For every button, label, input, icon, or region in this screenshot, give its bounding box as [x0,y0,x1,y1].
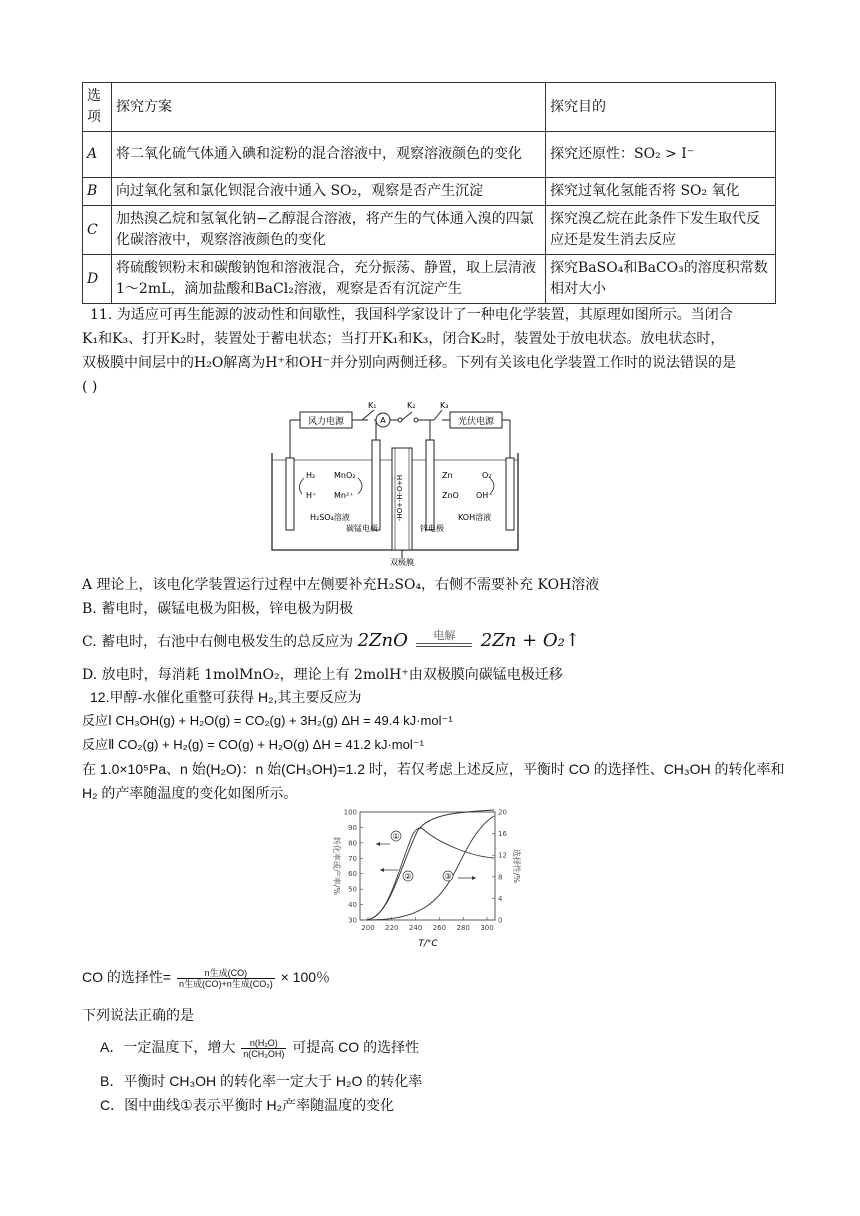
k1-label: K₁ [368,401,377,410]
opt-a-denominator: n(CH₃OH) [243,1048,285,1059]
row-option: D [83,255,112,304]
opt-a-numerator: n(H₂O) [241,1038,286,1049]
right-tick-label: 8 [498,873,503,882]
ammeter-label: A [380,416,386,425]
right-tick-label: 0 [498,916,503,925]
x-tick-label: 240 [408,924,423,932]
experiment-table [82,82,776,304]
bipolar-membrane-label: 双极膜 [390,558,414,566]
left-axis-label: 转化率或产率/% [332,836,341,896]
q12-line1: 12.甲醇-水催化重整可获得 H₂,其主要反应为 [90,689,362,705]
row-scheme: 加热溴乙烷和氢氧化钠−乙醇混合溶液，将产生的气体通入溴的四氯化碳溶液中，观察溶液颜色的变化 [112,206,546,255]
row-scheme: 将硫酸钡粉末和碳酸钠饱和溶液混合，充分振荡、静置，取上层清液 1～2mL，滴加盐酸和BaCl₂溶液，观察是否有沉淀产生 [112,255,546,304]
table-row [83,178,776,206]
left-tick-label: 40 [348,901,357,910]
q12-option-b: B．平衡时 CH₃OH 的转化率一定大于 H₂O 的转化率 [100,1073,423,1089]
q11-option-d: D. 放电时，每消耗 1molMnO₂，理论上有 2molH⁺由双极膜向碳锰电极迁移 [82,667,563,683]
q11-option-b: B. 蓄电时，碳锰电极为阳极，锌电极为阴极 [82,601,354,617]
curve-1-label: ① [392,832,400,841]
curve-1 [366,828,494,920]
oh-label: OH⁻ [476,491,493,500]
x-tick-label: 200 [361,924,375,932]
q12-ask: 下列说法正确的是 [82,1007,194,1023]
o2-label: O₂ [482,471,492,480]
sel-suffix: × 100％ [280,969,331,985]
q12-reaction2: 反应Ⅱ CO₂(g) + H₂(g) = CO(g) + H₂O(g) ΔH = 41.2 kJ·mol⁻¹ [82,737,424,752]
left-tick-label: 50 [348,885,357,894]
q12-option-c: C．图中曲线①表示平衡时 H₂产率随温度的变化 [100,1097,395,1113]
zn-electrode-label: 锌电极 [420,524,444,533]
x-tick-label: 220 [385,924,399,932]
row-option: A [83,132,112,178]
row-goal: 探究溴乙烷在此条件下发生取代反应还是发生消去反应 [546,206,776,255]
opt-a-suffix: 可提高 CO 的选择性 [292,1039,420,1055]
h2-label: H₂ [306,471,316,480]
row-option: B [83,178,112,206]
q11-line4: ( ) [82,379,98,395]
right-tick-label: 4 [498,894,503,903]
right-axis [492,809,507,925]
opt-a-fraction [241,1038,286,1059]
row-scheme: 向过氧化氢和氯化钡混合液中通入 SO₂，观察是否产生沉淀 [112,178,546,206]
q11-line1: 11. 为适应可再生能源的波动性和间歇性，我国科学家设计了一种电化学装置，其原理如图所示。当闭合 [90,307,733,323]
header-goal: 探究目的 [546,83,776,132]
row-option: C [83,206,112,255]
zn-label: Zn [442,471,453,480]
curve-3-label: ③ [444,872,452,881]
hplus-label: H⁺ [306,491,317,500]
left-tick-label: 60 [348,870,357,879]
membrane-text: -HO+-H-O+H [396,474,404,522]
co-selectivity-formula [82,966,782,989]
header-scheme: 探究方案 [112,83,546,132]
right-tick-label: 16 [498,830,507,839]
eq-right: 2Zn + O₂↑ [480,630,580,651]
eq-condition: 电解 [433,628,456,642]
row-scheme: 将二氧化硫气体通入碘和淀粉的混合溶液中，观察溶液颜色的变化 [112,132,546,178]
right-tick-label: 12 [498,851,507,860]
equilibrium-chart [318,806,528,952]
left-tick-label: 30 [348,916,357,925]
table-header-row [83,83,776,132]
k2-label: K₂ [407,401,416,410]
x-axis-label: T/°C [418,939,438,949]
x-tick-label: 260 [432,924,447,932]
plot-frame [360,812,495,920]
electrochem-diagram [262,398,530,566]
row-goal: 探究还原性：SO₂ > I⁻ [546,132,776,178]
left-tick-label: 90 [348,823,357,832]
sel-fraction [177,968,275,989]
q11-line3: 双极膜中间层中的H₂O解离为H⁺和OH⁻并分别向两侧迁移。下列有关该电化学装置工作时的说法错误的是 [82,355,736,371]
x-tick-label: 300 [480,924,494,932]
opt-a-prefix: A．一定温度下，增大 [100,1039,236,1055]
table-row [83,206,776,255]
right-axis-label: 选择性/% [512,848,521,884]
mn2-label: Mn²⁺ [334,491,354,500]
q12-option-a [100,1036,800,1059]
table-row [83,255,776,304]
cmn-electrode-label: 碳锰电极 [346,524,378,533]
right-tick-label: 20 [498,808,507,817]
solar-power-label: 光伏电源 [457,417,495,427]
row-goal: 探究BaSO₄和BaCO₃的溶度积常数相对大小 [546,255,776,304]
q11-line2: K₁和K₃、打开K₂时，装置处于蓄电状态；当打开K₁和K₃，闭合K₂时，装置处于放电状态。放电状态时， [82,331,725,347]
left-tick-label: 100 [343,808,357,817]
koh-label: KOH溶液 [458,513,492,522]
q11-option-a: A 理论上，该电化学装置运行过程中左侧要补充H₂SO₄，右侧不需要补充 KOH溶液 [82,577,600,593]
eq-left: 2ZnO [357,630,408,651]
curve-2-label: ② [404,872,412,881]
left-tick-label: 80 [348,839,357,848]
left-tick-label: 70 [348,854,357,863]
q12-condition-line1: 在 1.0×10⁵Pa、n 始(H₂O)：n 始(CH₃OH)=1.2 时，若仅考虑上述反应，平衡时 CO 的选择性、CH₃OH 的转化率和 [82,761,785,777]
k3-label: K₃ [440,401,449,410]
q12-reaction1: 反应Ⅰ CH₃OH(g) + H₂O(g) = CO₂(g) + 3H₂(g) ΔH = 49.4 kJ·mol⁻¹ [82,713,453,728]
h2so4-label: H₂SO₄溶液 [310,513,350,522]
q12-condition-line2: H₂ 的产率随温度的变化如图所示。 [82,785,298,801]
sel-denominator: n生成(CO)+n生成(CO₂) [178,978,273,989]
zno-label: ZnO [442,491,459,500]
row-goal: 探究过氧化氢能否将 SO₂ 氧化 [546,178,776,206]
wind-power-label: 风力电源 [307,417,345,427]
mno2-label: MnO₂ [334,471,356,480]
x-tick-label: 280 [456,924,470,932]
table-row [83,132,776,178]
q11-option-c [82,630,782,653]
sel-prefix: CO 的选择性= [82,969,172,985]
eq-arrow [416,630,472,647]
sel-numerator: n生成(CO) [177,968,275,979]
header-option: 选项 [83,83,112,132]
q11-option-c-text: C. 蓄电时，右池中右侧电极发生的总反应为 [82,634,354,650]
